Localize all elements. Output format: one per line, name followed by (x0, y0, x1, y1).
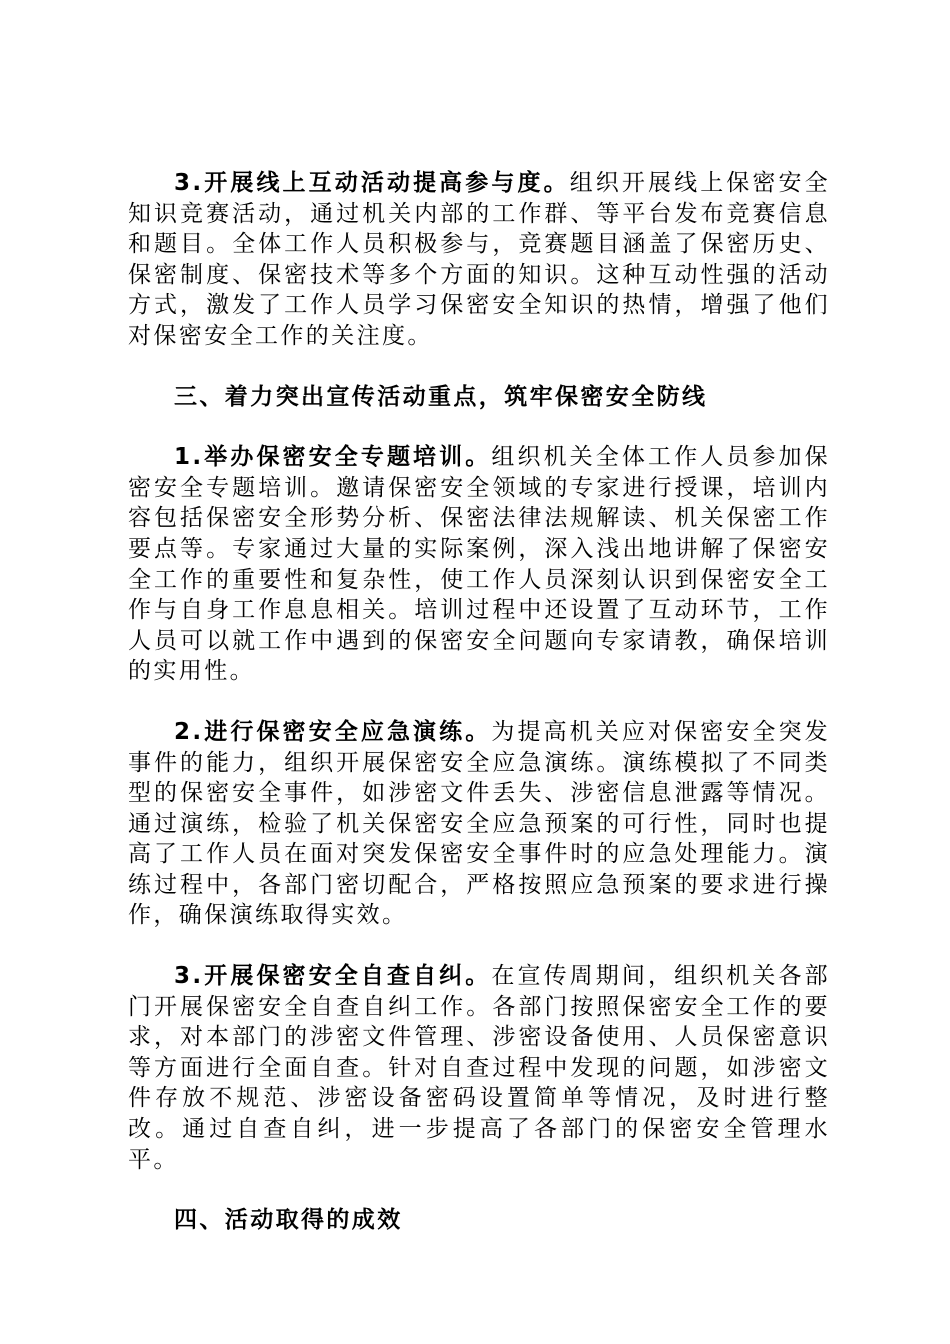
paragraph-lead: 3.开展线上互动活动提高参与度。 (174, 170, 570, 196)
paragraph-spacer (128, 352, 830, 382)
paragraph-text: 为提高机关应对保密安全突发事件的能力，组织开展保密安全应急演练。演练模拟了不同类型的保密安全事件，如涉密文件丢失、涉密信息泄露等情况。通过演练，检验了机关保密安全应急预案的可行性，同时也提高了工作人员在面对突发保密安全事件时的应急处理能力。演练过程中，各部门密切配合，严格按照应急预案的要求进行操作，确保演练取得实效。 (128, 718, 830, 929)
paragraph-online-activities (128, 168, 830, 352)
paragraph-self-inspection (128, 961, 830, 1175)
section-heading-three: 三、着力突出宣传活动重点，筑牢保密安全防线 (174, 383, 708, 410)
paragraph-lead: 3.开展保密安全自查自纠。 (174, 963, 492, 990)
paragraph-text: 组织机关全体工作人员参加保密安全专题培训。邀请保密安全领域的专家进行授课，培训内容包括保密安全形势分析、保密法律法规解读、机关保密工作要点等。专家通过大量的实际案例，深入浅出地讲解了保密安全工作的重要性和复杂性，使工作人员深刻认识到保密安全工作与自身工作息息相关。培训过程中还设置了互动环节，工作人员可以就工作中遇到的保密安全问题向专家请教，确保培训的实用性。 (128, 444, 830, 685)
paragraph-text: 组织开展线上保密安全知识竞赛活动，通过机关内部的工作群、等平台发布竞赛信息和题目。全体工作人员积极参与，竞赛题目涵盖了保密历史、保密制度、保密技术等多个方面的知识。这种互动性强的活动方式，激发了工作人员学习保密安全知识的热情，增强了他们对保密安全工作的关注度。 (128, 170, 831, 349)
paragraph-spacer (128, 687, 830, 717)
paragraph-lead: 1.举办保密安全专题培训。 (174, 444, 492, 471)
paragraph-spacer (128, 412, 830, 442)
paragraph-text: 在宣传周期间，组织机关各部门开展保密安全自查自纠工作。各部门按照保密安全工作的要求，对本部门的涉密文件管理、涉密设备使用、人员保密意识等方面进行全面自查。针对自查过程中发现的问题，如涉密文件存放不规范、涉密设备密码设置简单等情况，及时进行整改。通过自查自纠，进一步提高了各部门的保密安全管理水平。 (128, 963, 830, 1173)
section-heading-four: 四、活动取得的成效 (174, 1207, 403, 1234)
paragraph-lead: 2.进行保密安全应急演练。 (174, 718, 492, 745)
paragraph-spacer (128, 931, 830, 961)
paragraph-drill (128, 717, 830, 931)
paragraph-spacer (128, 1175, 830, 1205)
document-body (128, 168, 830, 1236)
paragraph-training (128, 442, 830, 687)
